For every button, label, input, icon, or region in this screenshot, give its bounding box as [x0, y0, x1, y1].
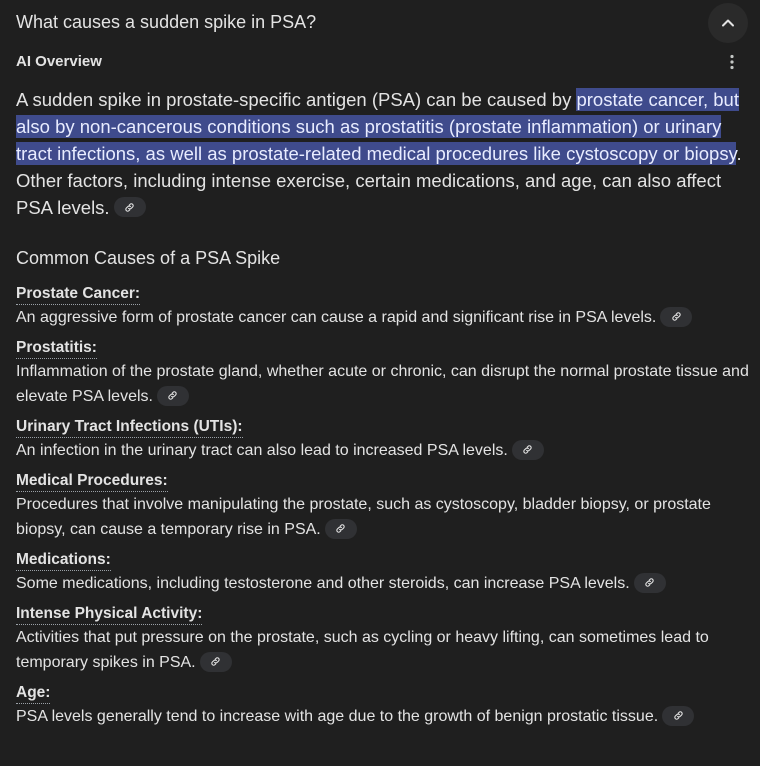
source-link-button[interactable]: [512, 440, 544, 460]
cause-title[interactable]: Urinary Tract Infections (UTIs):: [16, 417, 243, 438]
link-icon: [210, 656, 221, 667]
cause-title[interactable]: Age:: [16, 683, 50, 704]
link-icon: [167, 390, 178, 401]
cause-title[interactable]: Prostatitis:: [16, 338, 97, 359]
source-link-button[interactable]: [660, 307, 692, 327]
link-icon: [522, 444, 533, 455]
causes-list: [16, 284, 752, 729]
link-icon: [644, 577, 655, 588]
link-icon: [124, 202, 135, 213]
link-icon: [673, 710, 684, 721]
cause-description: [16, 438, 752, 463]
overview-summary: [16, 86, 752, 221]
summary-text-pre: A sudden spike in prostate-specific antigen (PSA) can be caused by: [16, 89, 577, 110]
overview-header: [16, 52, 748, 72]
link-icon: [335, 523, 346, 534]
cause-item: [16, 338, 752, 409]
cause-description-text: Procedures that involve manipulating the prostate, such as cystoscopy, bladder biopsy, or prostate biopsy, can cause a temporary rise in PSA.: [16, 496, 711, 538]
more-options-button[interactable]: [722, 52, 742, 72]
source-link-button[interactable]: [325, 519, 357, 539]
cause-item: [16, 284, 752, 330]
section-heading: Common Causes of a PSA Spike: [16, 248, 281, 268]
cause-description-text: Activities that put pressure on the prostate, such as cycling or heavy lifting, can sometimes lead to temporary spikes in PSA.: [16, 629, 709, 671]
source-link-button[interactable]: [114, 197, 146, 217]
cause-description: [16, 704, 752, 729]
cause-item: [16, 471, 752, 542]
cause-description: [16, 359, 752, 409]
cause-description: [16, 571, 752, 596]
cause-item: [16, 683, 752, 729]
cause-title[interactable]: Medical Procedures:: [16, 471, 168, 492]
summary-highlight[interactable]: prostate cancer, but also by non-cancerous conditions such as prostatitis (prostate inflammation) or urinary tract infections, as well as prostate-related medical procedures like cystoscopy or biopsy: [16, 89, 739, 164]
cause-description-text: PSA levels generally tend to increase with age due to the growth of benign prostatic tissue.: [16, 708, 659, 725]
collapse-button[interactable]: [708, 3, 748, 43]
question-header: [16, 9, 748, 35]
cause-description-text: An aggressive form of prostate cancer can cause a rapid and significant rise in PSA levels.: [16, 309, 657, 326]
overview-label: AI Overview: [16, 53, 102, 70]
source-link-button[interactable]: [200, 652, 232, 672]
cause-description-text: Some medications, including testosterone and other steroids, can increase PSA levels.: [16, 575, 630, 592]
link-icon: [671, 311, 682, 322]
cause-item: [16, 550, 752, 596]
source-link-button[interactable]: [662, 706, 694, 726]
source-link-button[interactable]: [157, 386, 189, 406]
chevron-up-icon: [720, 15, 736, 31]
more-vert-icon: [730, 54, 734, 70]
cause-description-text: An infection in the urinary tract can also lead to increased PSA levels.: [16, 442, 508, 459]
cause-description: [16, 305, 752, 330]
cause-title[interactable]: Prostate Cancer:: [16, 284, 140, 305]
cause-description: [16, 492, 752, 542]
cause-item: [16, 417, 752, 463]
cause-item: [16, 604, 752, 675]
cause-description-text: Inflammation of the prostate gland, whether acute or chronic, can disrupt the normal prostate tissue and elevate PSA levels.: [16, 363, 749, 405]
cause-title[interactable]: Medications:: [16, 550, 111, 571]
source-link-button[interactable]: [634, 573, 666, 593]
cause-title[interactable]: Intense Physical Activity:: [16, 604, 202, 625]
question-text: What causes a sudden spike in PSA?: [16, 12, 317, 32]
summary-text-post: . Other factors, including intense exercise, certain medications, and age, can also affect PSA levels.: [16, 143, 742, 218]
cause-description: [16, 625, 752, 675]
